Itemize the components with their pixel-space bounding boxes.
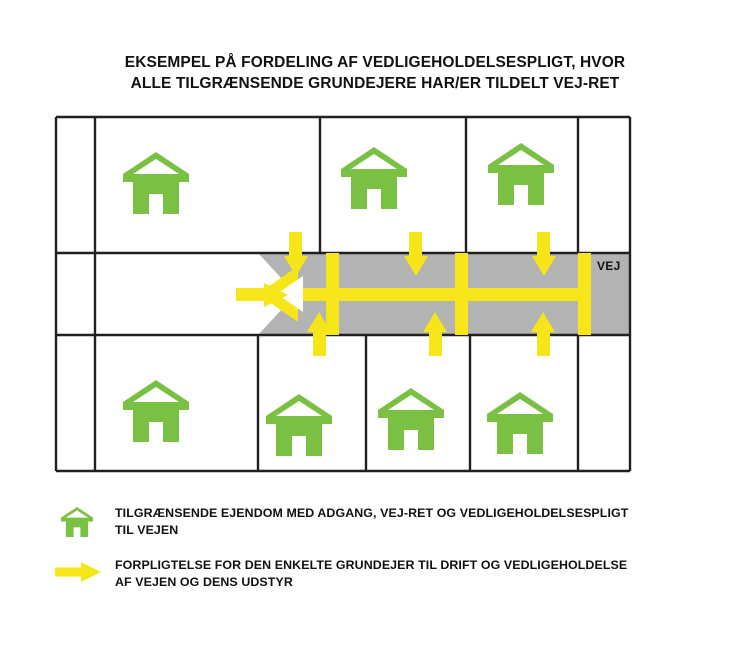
house-top-1 bbox=[123, 152, 189, 214]
legend-arrow-line-2: AF VEJEN OG DENS UDSTYR bbox=[115, 575, 293, 589]
title-line-1: EKSEMPEL PÅ FORDELING AF VEDLIGEHOLDELSESPLIGT, HVOR bbox=[124, 54, 626, 71]
legend-arrow-line-1: FORPLIGTELSE FOR DEN ENKELTE GRUNDEJER TIL DRIFT OG VEDLIGEHOLDELSE bbox=[115, 558, 628, 572]
legend-house-line-1: TILGRÆNSENDE EJENDOM MED ADGANG, VEJ-RET OG VEDLIGEHOLDELSESPLIGT bbox=[115, 506, 629, 520]
house-bottom-3 bbox=[378, 388, 444, 450]
legend-arrow-text bbox=[115, 557, 627, 591]
legend-item-arrow bbox=[55, 557, 715, 591]
house-bottom-1 bbox=[123, 380, 189, 442]
house-top-2 bbox=[341, 147, 407, 209]
legend-item-house bbox=[55, 505, 715, 539]
arrow-right-icon bbox=[55, 557, 115, 585]
house-bottom-4 bbox=[487, 392, 553, 454]
house-bottom-2 bbox=[266, 394, 332, 456]
legend-house-line-2: TIL VEJEN bbox=[115, 523, 179, 537]
legend-house-text bbox=[115, 505, 628, 539]
house-top-3 bbox=[488, 143, 554, 205]
house-icon bbox=[55, 505, 115, 537]
legend bbox=[55, 505, 715, 609]
road-label: VEJ bbox=[597, 259, 621, 273]
title-line-2: ALLE TILGRÆNSENDE GRUNDEJERE HAR/ER TILDELT VEJ-RET bbox=[130, 75, 620, 92]
